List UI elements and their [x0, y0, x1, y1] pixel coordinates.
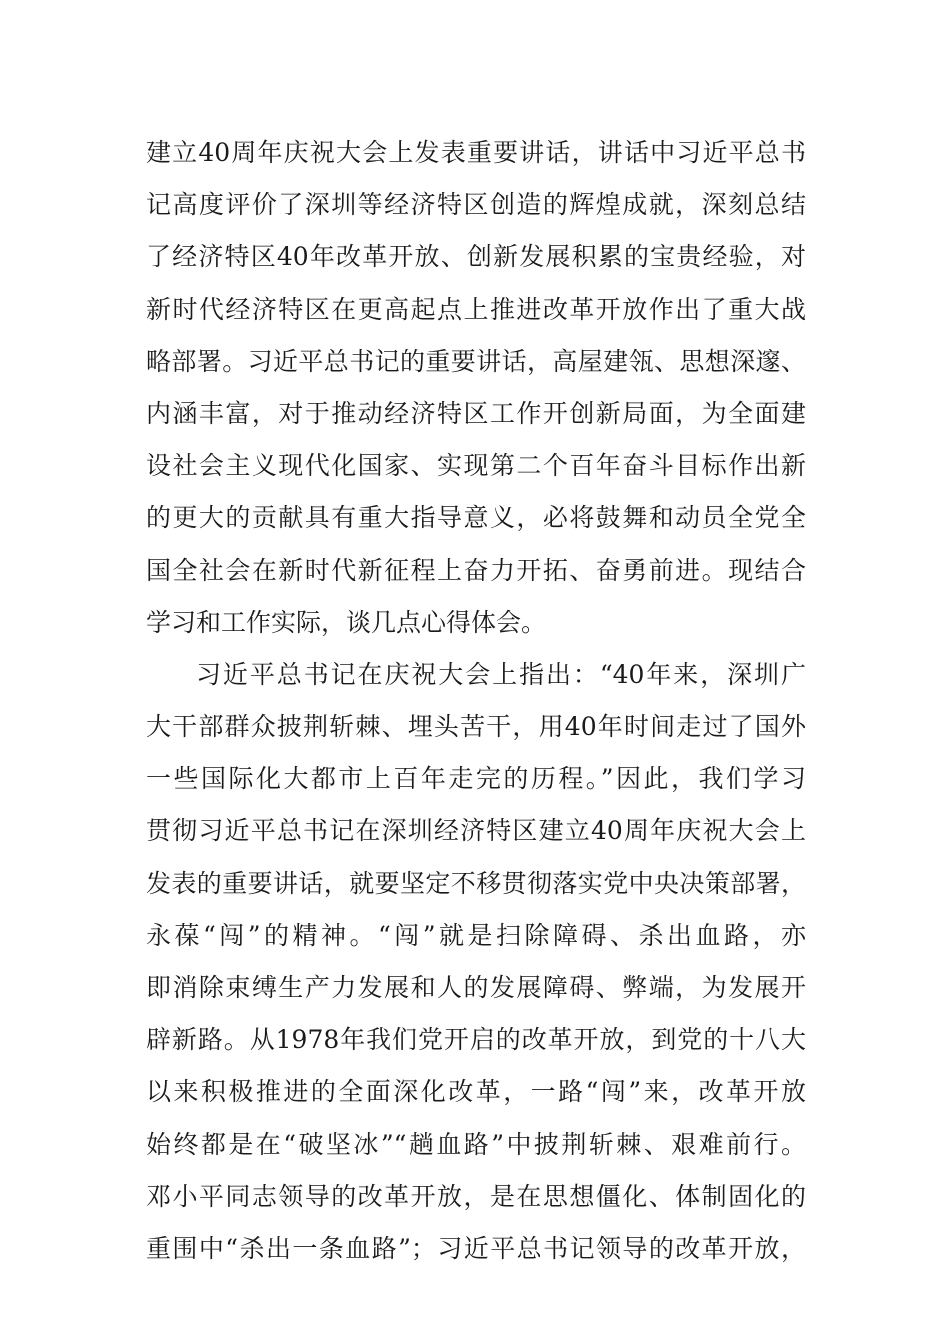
text-line: 大干部群众披荆斩棘、埋头苦干，用40年时间走过了国外 [146, 712, 806, 742]
text-line: 贯彻习近平总书记在深圳经济特区建立40周年庆祝大会上 [146, 816, 806, 846]
text-line: 的更大的贡献具有重大指导意义，必将鼓舞和动员全党全 [146, 503, 806, 533]
text-line: 新时代经济特区在更高起点上推进改革开放作出了重大战 [146, 294, 806, 324]
text-line: 以来积极推进的全面深化改革，一路“闯”来，改革开放 [146, 1077, 806, 1107]
text-line: 国全社会在新时代新征程上奋力开拓、奋勇前进。现结合 [146, 555, 806, 585]
text-line: 即消除束缚生产力发展和人的发展障碍、弊端，为发展开 [146, 973, 806, 1002]
text-line: 发表的重要讲话，就要坚定不移贯彻落实党中央决策部署， [146, 868, 806, 898]
text-line: 略部署。习近平总书记的重要讲话，高屋建瓴、思想深邃、 [146, 346, 806, 376]
text-line: 邓小平同志领导的改革开放，是在思想僵化、体制固化的 [146, 1181, 806, 1211]
body-text [146, 127, 806, 1275]
text-line: 始终都是在“破坚冰”“趟血路”中披荆斩棘、艰难前行。 [146, 1129, 806, 1159]
text-line: 学习和工作实际，谈几点心得体会。 [146, 607, 547, 637]
text-line: 辟新路。从1978年我们党开启的改革开放，到党的十八大 [146, 1025, 806, 1055]
text-line: 永葆“闯”的精神。“闯”就是扫除障碍、杀出血路，亦 [146, 920, 806, 950]
text-line: 重围中“杀出一条血路”；习近平总书记领导的改革开放， [146, 1233, 806, 1263]
text-line: 设社会主义现代化国家、实现第二个百年奋斗目标作出新 [146, 451, 806, 481]
text-line: 习近平总书记在庆祝大会上指出：“40年来，深圳广 [196, 659, 806, 689]
text-line: 一些国际化大都市上百年走完的历程。”因此，我们学习 [146, 764, 806, 794]
text-line: 记高度评价了深圳等经济特区创造的辉煌成就，深刻总结 [146, 190, 806, 220]
text-line: 内涵丰富，对于推动经济特区工作开创新局面，为全面建 [146, 398, 806, 428]
text-line: 建立40周年庆祝大会上发表重要讲话，讲话中习近平总书 [146, 138, 806, 167]
text-line: 了经济特区40年改革开放、创新发展积累的宝贵经验，对 [146, 242, 806, 272]
